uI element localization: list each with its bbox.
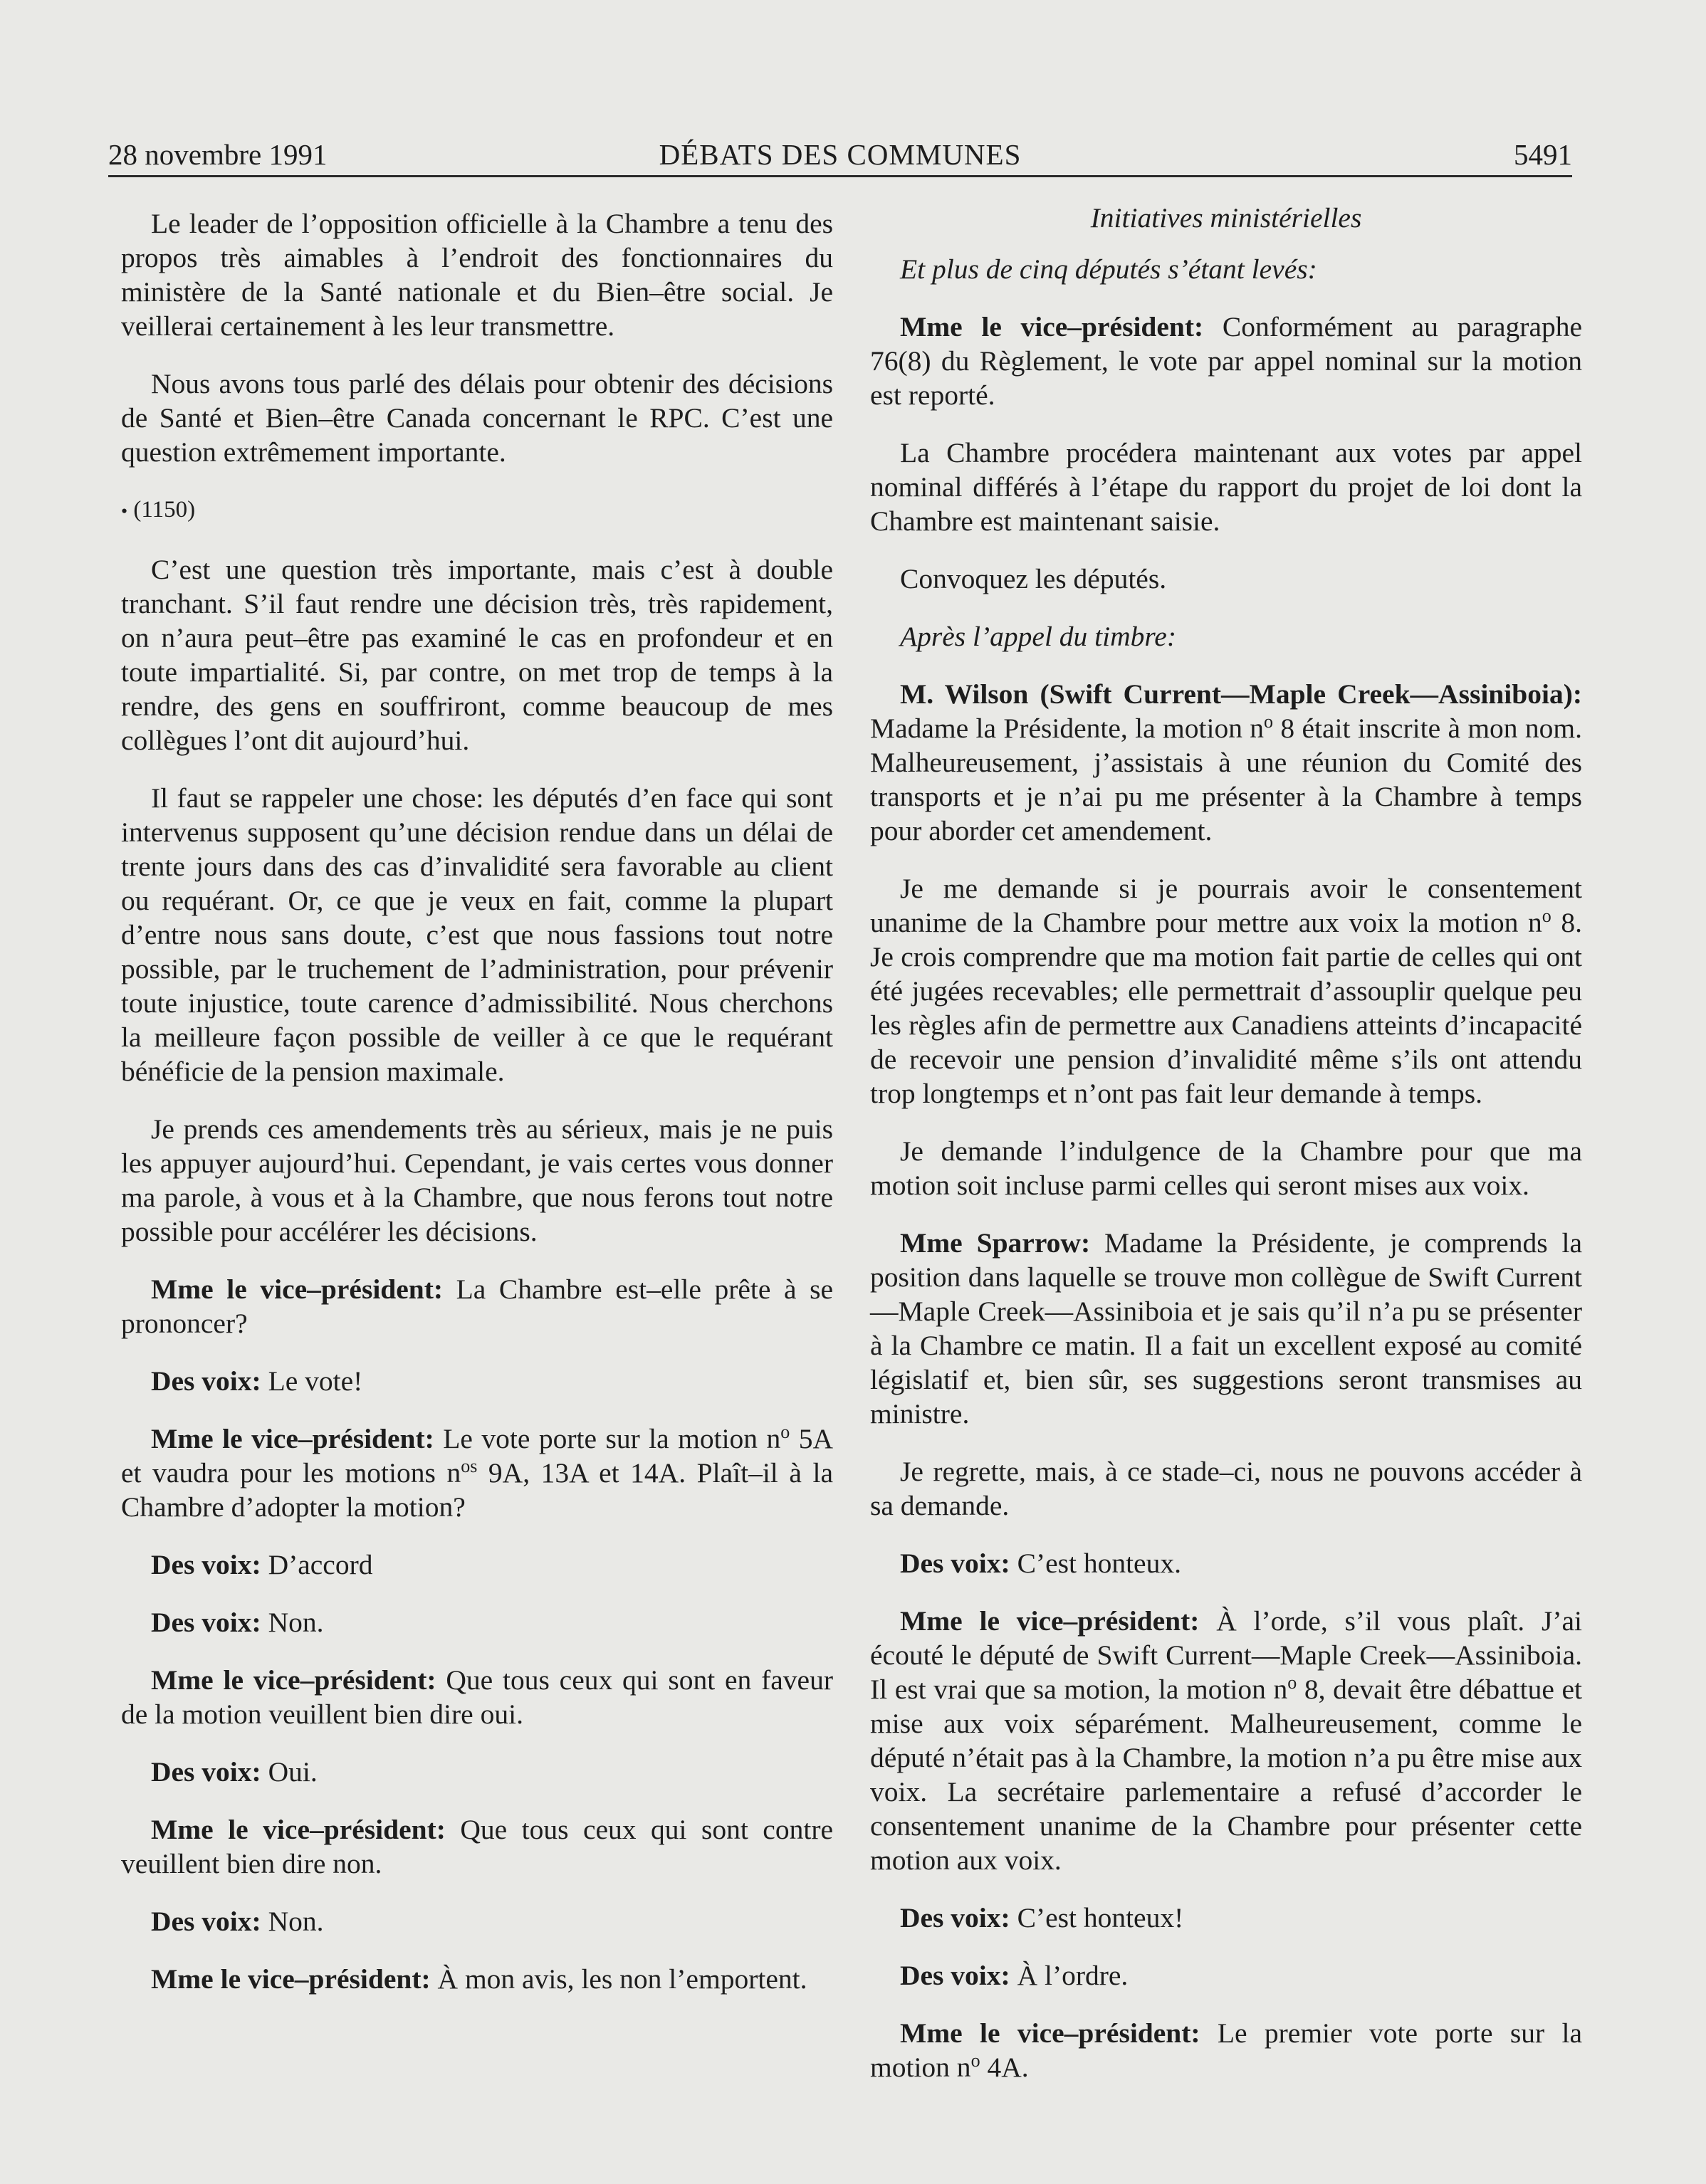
header-title: DÉBATS DES COMMUNES — [659, 138, 1022, 171]
speaker-name: Mme le vice–président: — [151, 1814, 446, 1846]
speech — [870, 1958, 1582, 1993]
speaker-name: Des voix: — [900, 1902, 1010, 1933]
superscript: os — [461, 1456, 478, 1477]
speaker-name: Des voix: — [151, 1365, 261, 1397]
speech — [121, 1663, 833, 1731]
speaker-name: Mme le vice–président: — [900, 311, 1204, 342]
speech-text: La Chambre est–elle prête à se prononcer? — [121, 1274, 834, 1340]
speech-text: Non. — [261, 1906, 324, 1938]
speech — [121, 1755, 833, 1789]
superscript: o — [1264, 710, 1274, 732]
paragraph: Convoquez les députés. — [900, 563, 1167, 594]
speaker-name: Mme le vice–président: — [151, 1963, 431, 1995]
speech-text: À l’ordre. — [1010, 1960, 1129, 1991]
speech — [870, 310, 1582, 412]
speech-text: Conformément au paragraphe 76(8) du Règlement, le vote par appel nominal sur la motion est reporté. — [870, 311, 1583, 411]
speech-text: À mon avis, les non l’emportent. — [430, 1963, 807, 1995]
paragraph: Le leader de l’opposition officielle à la Chambre a tenu des propos très aimables à l’endroit des fonctionnaires du ministère de la Santé nationale et du Bien–être social. Je veillerai certainement à les leur transmettre. — [121, 208, 833, 342]
header-date: 28 novembre 1991 — [108, 138, 328, 171]
speaker-name: Mme Sparrow: — [900, 1227, 1091, 1259]
superscript: o — [1542, 905, 1551, 926]
speaker-name: Mme le vice–président: — [151, 1274, 444, 1306]
superscript: o — [1287, 1671, 1297, 1693]
timestamp — [121, 493, 833, 528]
speech — [870, 1604, 1582, 1877]
header-page-number: 5491 — [1514, 138, 1572, 171]
speech-text: D’accord — [261, 1549, 373, 1581]
speech-text: À l’orde, s’il vous plaît. J’ai écouté le député de Swift Current—Maple Creek—Assiniboia. Il est vrai que sa motion, la motion n — [870, 1605, 1582, 1705]
speech — [121, 1548, 833, 1582]
speech — [121, 1812, 833, 1881]
speech — [870, 1901, 1582, 1935]
speech — [121, 1605, 833, 1639]
paragraph: Nous avons tous parlé des délais pour obtenir des décisions de Santé et Bien–être Canada concernant le RPC. C’est une question extrêmement importante. — [121, 368, 833, 468]
speech — [870, 677, 1582, 848]
speaker-name: Des voix: — [151, 1756, 261, 1788]
paragraph: Je prends ces amendements très au sérieux, mais je ne puis les appuyer aujourd’hui. Cependant, je vais certes vous donner ma parole, à vous et à la Chambre, que nous ferons tout notre possible pour accélérer les décisions. — [121, 1113, 833, 1248]
speech — [121, 1904, 833, 1938]
speech-text: 9A, 13A et 14A. Plaît–il à la Chambre d’adopter la motion? — [121, 1457, 833, 1523]
speech — [121, 1364, 833, 1398]
speaker-name: Des voix: — [151, 1906, 261, 1938]
stage-direction: Et plus de cinq députés s’étant levés: — [900, 253, 1317, 285]
speech-text: C’est honteux. — [1010, 1548, 1181, 1579]
paragraph: Je demande l’indulgence de la Chambre pour que ma motion soit incluse parmi celles qui seront mises aux voix. — [870, 1135, 1582, 1201]
paragraph: C’est une question très importante, mais c’est à double tranchant. S’il faut rendre une décision très, très rapidement, on n’aura peut–être pas examiné le cas en profondeur et en toute impartialité. Si, par contre, on met trop de temps à la rendre, des gens en souffriront, comme beaucoup de mes collègues l’ont dit aujourd’hui. — [121, 554, 833, 757]
speech — [121, 1422, 833, 1524]
speech-text: 5A et vaudra pour les motions n — [121, 1423, 833, 1489]
speech-text: 8, devait être débattue et mise aux voix séparément. Malheureusement, comme le député n’était pas à la Chambre, la motion n’a pu être mise aux voix. La secrétaire parlementaire a refusé d’accorder le consentement unanime de la Chambre pour présenter cette motion aux voix. — [870, 1674, 1582, 1876]
speech-text: Le vote porte sur la motion n — [434, 1423, 781, 1455]
speech-text: 8 était inscrite à mon nom. Malheureusement, j’assistais à une réunion du Comité des transports et je n’ai pu me présenter à la Chambre à temps pour aborder cet amendement. — [870, 713, 1582, 846]
bullet-icon: • — [121, 500, 128, 522]
left-column — [121, 206, 833, 2020]
speaker-name: Mme le vice–président: — [900, 1605, 1200, 1637]
speech-text: Madame la Présidente, je comprends la position dans laquelle se trouve mon collègue de Swift Current—Maple Creek—Assiniboia et je sais qu’il n’a pu se présenter à la Chambre ce matin. Il a fait un excellent exposé au comité législatif et, bien sûr, ses suggestions seront transmises au ministre. — [870, 1227, 1582, 1429]
paragraph: Il faut se rappeler une chose: les députés d’en face qui sont intervenus supposent qu’une décision rendue dans un délai de trente jours dans des cas d’invalidité sera favorable au client ou requérant. Or, ce que je veux en fait, comme la plupart d’entre nous sans doute, c’est que nous fassions tout notre possible, par le truchement de l’administration, pour prévenir toute injustice, toute carence d’admissibilité. Nous cherchons la meilleure façon possible de veiller à ce que le requérant bénéficie de la pension maximale. — [121, 782, 833, 1088]
speaker-name: Des voix: — [900, 1960, 1010, 1991]
speaker-name: Des voix: — [900, 1548, 1010, 1579]
speech-text: C’est honteux! — [1010, 1902, 1184, 1933]
paragraph-text: Je me demande si je pourrais avoir le consentement unanime de la Chambre pour mettre aux voix la motion n — [870, 873, 1582, 938]
superscript: o — [970, 2049, 980, 2071]
speech — [121, 1962, 833, 1996]
speech-text: Oui. — [261, 1756, 318, 1788]
speech-text: Le premier vote porte sur la motion n — [870, 2017, 1582, 2083]
speech — [870, 1226, 1582, 1431]
paragraph — [870, 871, 1582, 1111]
speaker-name: Mme le vice–président: — [900, 2017, 1200, 2049]
speech — [870, 1546, 1582, 1580]
paragraph: La Chambre procédera maintenant aux votes par appel nominal différés à l’étape du rapport du projet de loi dont la Chambre est maintenant saisie. — [870, 437, 1582, 537]
speech — [121, 1272, 833, 1340]
paragraph-text: 8. Je crois comprendre que ma motion fait partie de celles qui ont été jugées recevables; elle permettrait d’assouplir quelque peu les règles afin de permettre aux Canadiens atteints d’incapacité de recevoir une pension d’invalidité même s’ils ont attendu trop longtemps et n’ont pas fait leur demande à temps. — [870, 907, 1582, 1109]
page-header — [108, 134, 1572, 177]
speech-text: Que tous ceux qui sont contre veuillent bien dire non. — [121, 1814, 834, 1880]
speaker-name: Des voix: — [151, 1607, 261, 1639]
speech — [870, 2016, 1582, 2084]
paragraph: Je regrette, mais, à ce stade–ci, nous ne pouvons accéder à sa demande. — [870, 1456, 1582, 1521]
speech-text: Madame la Présidente, la motion n — [870, 713, 1265, 744]
right-column — [870, 201, 1582, 2108]
speech-text: Non. — [261, 1607, 324, 1639]
speaker-name: Mme le vice–président: — [151, 1423, 434, 1455]
speech-text: 4A. — [980, 2052, 1029, 2083]
speech-text: Le vote! — [261, 1365, 363, 1397]
timestamp-text: (1150) — [133, 497, 196, 523]
speaker-name: M. Wilson (Swift Current—Maple Creek—Assiniboia): — [900, 678, 1582, 710]
section-heading: Initiatives ministérielles — [1090, 202, 1362, 233]
speaker-name: Mme le vice–président: — [151, 1664, 436, 1696]
superscript: o — [780, 1422, 790, 1443]
speech-text: Que tous ceux qui sont en faveur de la motion veuillent bien dire oui. — [121, 1664, 833, 1731]
stage-direction: Après l’appel du timbre: — [900, 621, 1176, 652]
speaker-name: Des voix: — [151, 1549, 261, 1581]
